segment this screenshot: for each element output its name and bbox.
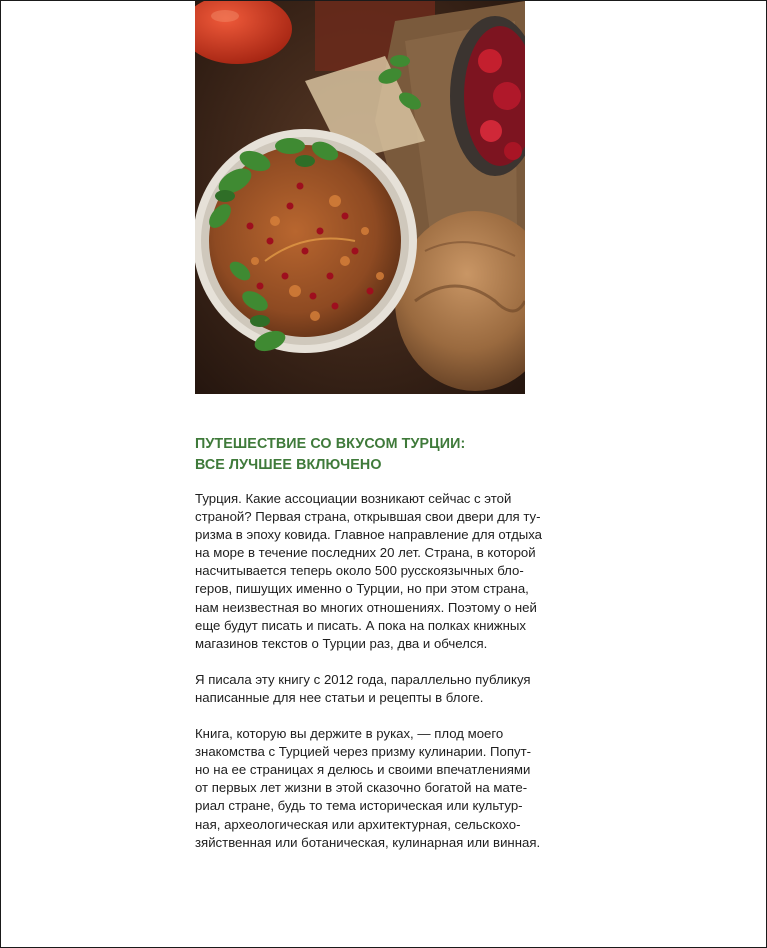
heading-line-1: ПУТЕШЕСТВИЕ СО ВКУСОМ ТУРЦИИ:	[195, 436, 466, 452]
text-line: магазинов текстов о Турции раз, два и обчелся.	[195, 635, 488, 651]
text-line: но на ее страницах я делюсь и своими впечатлениями	[195, 762, 531, 778]
text-line: знакомства с Турцией через призму кулинарии. Попут-	[195, 744, 532, 760]
body-text	[195, 490, 565, 870]
text-line: Турция. Какие ассоциации возникают сейчас с этой	[195, 491, 512, 506]
heading-line-2: ВСЕ ЛУЧШЕЕ ВКЛЮЧЕНО	[195, 457, 382, 473]
text-line: насчитывается теперь около 500 русскоязычных бло-	[195, 563, 524, 579]
paragraph-1	[195, 490, 565, 653]
text-line: на море в течение последних 20 лет. Страна, в которой	[195, 545, 536, 561]
text-line: ризма в эпоху ковида. Главное направление для отдыха	[195, 527, 543, 543]
text-line: риал стране, будь то тема историческая или культур-	[195, 798, 523, 814]
text-line: написанные для нее статьи и рецепты в блоге.	[195, 689, 484, 705]
text-line: от первых лет жизни в этой сказочно богатой на мате-	[195, 780, 528, 796]
text-line: зяйственная или ботаническая, кулинарная или винная.	[195, 834, 541, 850]
paragraph-2	[195, 671, 565, 707]
section-heading	[195, 434, 555, 476]
text-line: ная, археологическая или архитектурная, сельскохо-	[195, 816, 521, 832]
text-line: нам неизвестная во многих отношениях. Поэтому о ней	[195, 599, 537, 615]
text-line: Книга, которую вы держите в руках, — плод моего	[195, 726, 504, 742]
paragraph-3	[195, 725, 565, 852]
food-photo	[195, 1, 525, 394]
text-line: геров, пишущих именно о Турции, но при этом страна,	[195, 581, 529, 597]
text-line: Я писала эту книгу с 2012 года, параллельно публикуя	[195, 671, 531, 687]
text-line: еще будут писать и писать. А пока на полках книжных	[195, 617, 526, 633]
food-photo-illustration	[195, 1, 525, 394]
text-line: страной? Первая страна, открывшая свои двери для ту-	[195, 509, 541, 525]
